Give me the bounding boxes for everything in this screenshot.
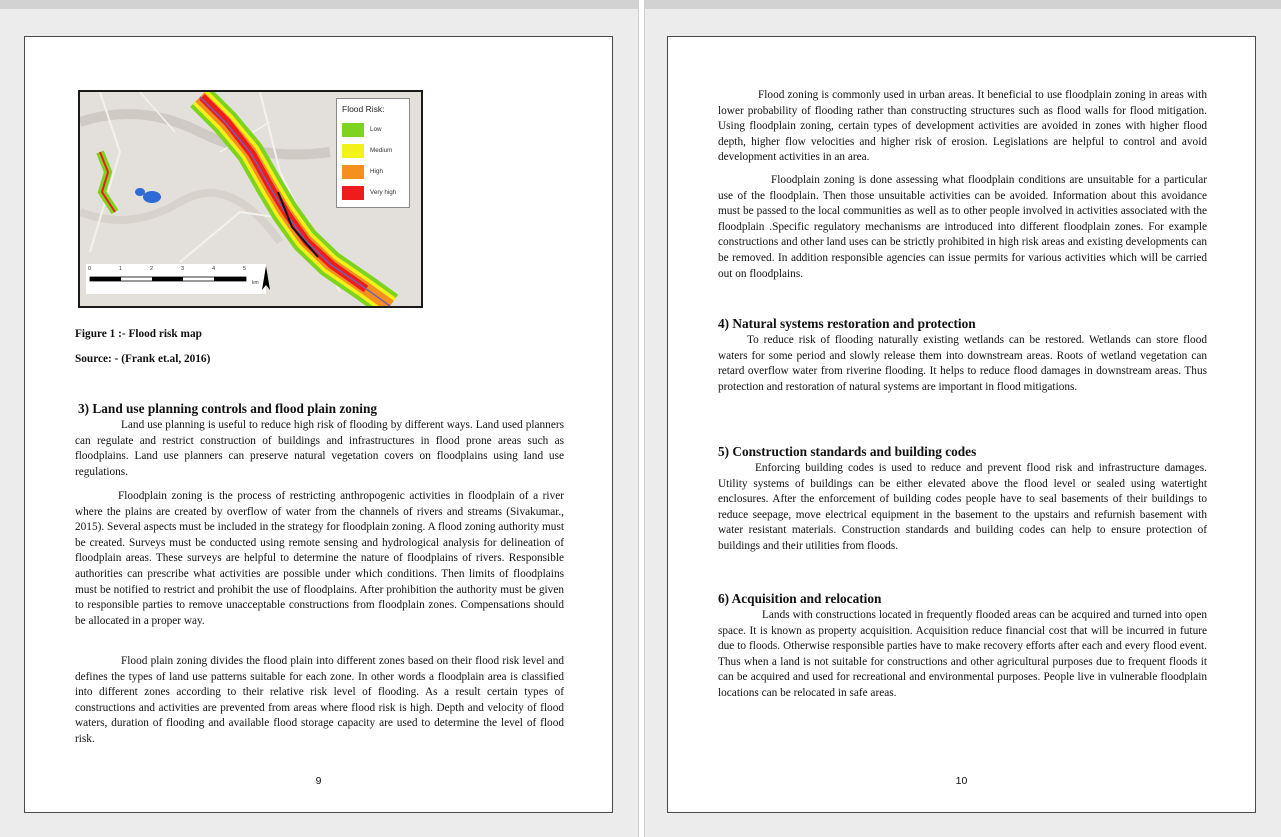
flood-risk-map [78, 90, 423, 308]
legend-item-low [342, 123, 408, 138]
scale-unit: km [252, 280, 259, 286]
scale-tick-1: 1 [119, 266, 123, 272]
scale-tick-2: 2 [150, 266, 154, 272]
legend-swatch-low [342, 123, 364, 137]
north-arrow-icon [262, 266, 270, 292]
figure-source: Source: - (Frank et.al, 2016) [75, 353, 211, 365]
scale-tick-5: 5 [243, 266, 247, 272]
map-legend [336, 98, 410, 208]
legend-swatch-very-high [342, 186, 364, 200]
legend-swatch-medium [342, 144, 364, 158]
legend-item-very-high [342, 186, 408, 201]
zoning-paragraph-2: Floodplain zoning is done assessing what floodplain conditions are unsuitable for a particular use of the floodplain. Then those unsuitable activities can be avoided. Information about this avoidance must be passed to the local communities as well as to other people involved in activities associated with the floodplain .Specific regulatory mechanisms are introduced into different floodplain zones. For example constructions and other land uses can be strictly prohibited in high risk areas and existing developments can be removed. In addition responsible agencies can issue permits for various activities which will be carried out on floodplains. [718, 174, 1207, 280]
page-number: 9 [315, 775, 322, 787]
section-3-paragraph-1: Land use planning is useful to reduce high risk of flooding by different ways. Land used planners can regulate and restrict construction of buildings and infrastructures in flood prone areas such as floodplains. Land use planners can preserve natural vegetation covers on floodplains using land use regulations. [75, 419, 564, 478]
section-5-heading: 5) Construction standards and building codes [718, 444, 977, 459]
legend-label-very-high: Very high [370, 189, 397, 196]
page-number: 10 [955, 775, 968, 787]
zoning-paragraph-1: Flood zoning is commonly used in urban areas. It beneficial to use floodplain zoning in areas with lower probability of flooding rather than constructing structures such as flood walls for flood mitigation. Using floodplain zoning, certain types of development activities are avoided in zones with higher flood depth, higher flow velocities and higher risk of erosion. Legislations are helpful to control and avoid development activities in an area. [718, 89, 1207, 164]
section-3-paragraph-3: Flood plain zoning divides the flood plain into different zones based on their flood risk level and defines the types of land use patterns suitable for each zone. In other words a floodplain area is classified into different zones according to their relative risk level of flooding. As a result certain types of constructions and activities are prevented from areas where flood risk is high. Depth and velocity of flood waters, duration of flooding and available flood storage capacity are used to determine the level of flood risk. [75, 655, 564, 745]
section-3-paragraph-2: Floodplain zoning is the process of restricting anthropogenic activities in floodplain of a river where the plains are created by overflow of water from the channels of rivers and streams (Sivakumar., 2015). Several aspects must be included in the strategy for floodplain zoning. A flood zoning authority must be created. Surveys must be conducted using remote sensing and hydrological analysis for delineation of floodplain areas. These surveys are helpful to determine the nature of floodplains of rivers. Responsible authorities can prescribe what activities are possible under which conditions. Then limits of floodplains must be notified to restrict and prohibit the use of floodplains. After prohibition the authority must be given to responsible parties to remove unacceptable constructions from floodplain zones. Compensations should be allocated in a proper way. [75, 490, 564, 627]
legend-label-low: Low [370, 126, 382, 133]
section-4-paragraph: To reduce risk of flooding naturally existing wetlands can be restored. Wetlands can store flood waters for some period and slowly release them into downstream areas. Roots of wetland vegetation can retard overflow water from riverine flooding. It helps to reduce flood damages in downstream areas. Thus protection and restoration of natural systems are important in flood mitigations. [718, 334, 1207, 393]
section-3-heading: 3) Land use planning controls and flood plain zoning [78, 401, 378, 416]
section-5-paragraph: Enforcing building codes is used to reduce and prevent flood risk and infrastructure damages. Utility systems of buildings can be either elevated above the flood level or sealed using watertight enclosures. After the enforcement of building codes people have to seal basements of their buildings to reduce seepage, move electrical equipment in the basement to the upstairs and refurnish basement with water resistant materials. Construction standards and building codes can help to ensure protection of buildings and their utilities from floods. [718, 462, 1207, 552]
legend-swatch-high [342, 165, 364, 179]
scale-tick-0: 0 [88, 266, 92, 272]
document-page-9 [24, 36, 613, 813]
scale-tick-3: 3 [181, 266, 185, 272]
legend-label-high: High [370, 168, 383, 175]
page-gutter [638, 0, 645, 837]
legend-item-medium [342, 144, 408, 159]
section-4-heading: 4) Natural systems restoration and protection [718, 316, 976, 331]
legend-label-medium: Medium [370, 147, 393, 154]
legend-title: Flood Risk: [342, 104, 385, 114]
scale-bar-graphic [86, 264, 254, 294]
document-page-10 [667, 36, 1256, 813]
figure-caption: Figure 1 :- Flood risk map [75, 328, 202, 340]
legend-item-high [342, 165, 408, 180]
section-6-paragraph: Lands with constructions located in frequently flooded areas can be acquired and turned into open space. It is known as property acquisition. Acquisition reduce financial cost that will be incurred in future due to floods. Otherwise responsible parties have to make recovery efforts after each and every flood event. Thus when a land is not suitable for constructions and other agricultural purposes due to frequent floods it can be acquired and used for recreational and environmental purposes. People live in vulnerable floodplain locations can be relocated in safe areas. [718, 609, 1207, 699]
map-scale-bar [86, 264, 266, 294]
scale-tick-4: 4 [212, 266, 216, 272]
section-6-heading: 6) Acquisition and relocation [718, 591, 882, 606]
